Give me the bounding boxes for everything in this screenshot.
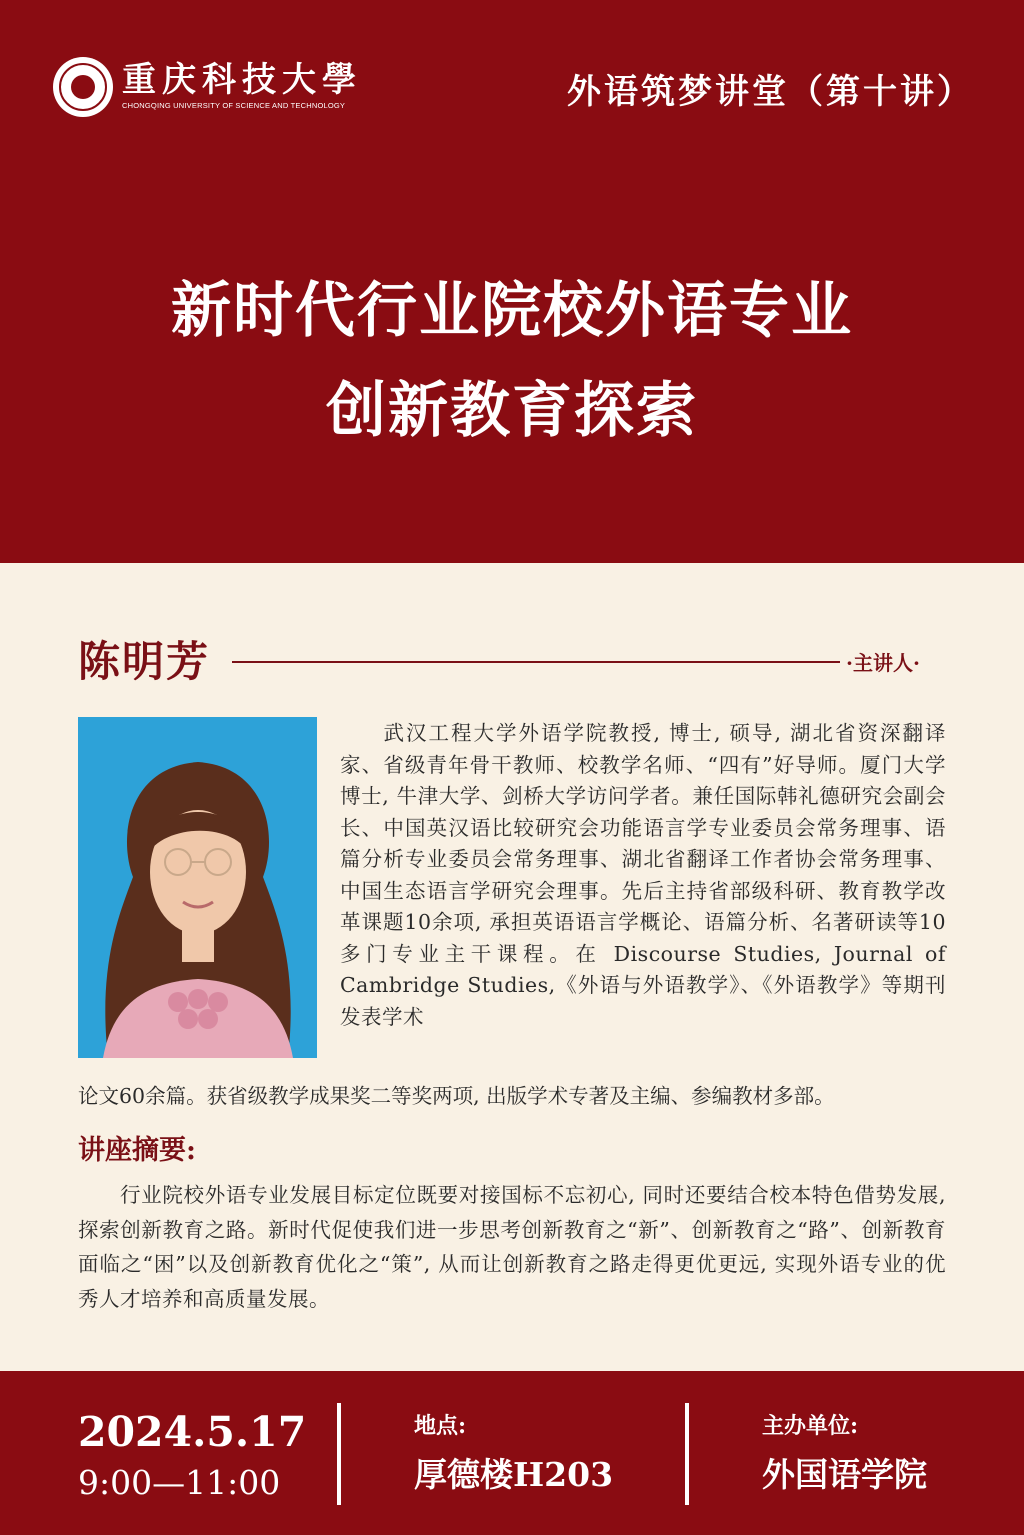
- divider-line: [232, 661, 840, 663]
- speaker-bio-tail: 论文60余篇。获省级教学成果奖二等奖两项, 出版学术专著及主编、参编教材多部。: [78, 1084, 835, 1108]
- speaker-name: 陈明芳: [78, 637, 211, 686]
- event-time: 9:00—11:00: [78, 1463, 281, 1502]
- university-seal-icon: [53, 57, 113, 117]
- header-banner: [0, 0, 1024, 563]
- organizer-label: 主办单位:: [762, 1413, 859, 1439]
- event-date: 2024.5.17: [78, 1408, 307, 1456]
- footer-banner: [0, 1371, 1024, 1535]
- lecture-title-line2: 创新教育探索: [326, 376, 698, 446]
- university-logo-text: 重庆科技大學: [122, 60, 362, 100]
- abstract-heading: 讲座摘要:: [78, 1135, 196, 1166]
- speaker-bio-text: 武汉工程大学外语学院教授, 博士, 硕导, 湖北省资深翻译家、省级青年骨干教师、校教学名师、“四有”好导师。厦门大学博士, 牛津大学、剑桥大学访问学者。兼任国际韩礼德研究会副会长、中国英汉语比较研究会功能语言学专业委员会常务理事、语篇分析专业委员会常务理事、湖北省翻译工作者协会常务理事、中国生态语言学研究会理事。先后主持省部级科研、教育教学改革课题10余项, 承担英语语言学概论、语篇分析、名著研读等10多门专业主干课程。在 Discourse Studies, Journal of Cambridge Studies,《外语与外语教学》、《外语教学》等期刊发表学术: [340, 721, 946, 1029]
- footer-divider: [337, 1403, 341, 1505]
- abstract-text: 行业院校外语专业发展目标定位既要对接国标不忘初心, 同时还要结合校本特色借势发展, 探索创新教育之路。新时代促使我们进一步思考创新教育之“新”、创新教育之“路”、创新教育面临之“困”以及创新教育优化之“策”, 从而让创新教育之路走得更优更远, 实现外语专业的优秀人才培养和高质量发展。: [78, 1183, 946, 1311]
- lecture-title-line1: 新时代行业院校外语专业: [171, 276, 853, 346]
- organizer-value: 外国语学院: [762, 1455, 927, 1494]
- footer-divider: [685, 1403, 689, 1505]
- university-logo-english: CHONGQING UNIVERSITY OF SCIENCE AND TECHNOLOGY: [122, 101, 346, 110]
- speaker-bio: [340, 718, 946, 1033]
- location-label: 地点:: [414, 1413, 467, 1439]
- speaker-photo: [78, 717, 317, 1058]
- speaker-role: ·主讲人·: [846, 651, 920, 675]
- location-value: 厚德楼H203: [414, 1455, 614, 1494]
- lecture-series: 外语筑梦讲堂（第十讲）: [567, 72, 974, 112]
